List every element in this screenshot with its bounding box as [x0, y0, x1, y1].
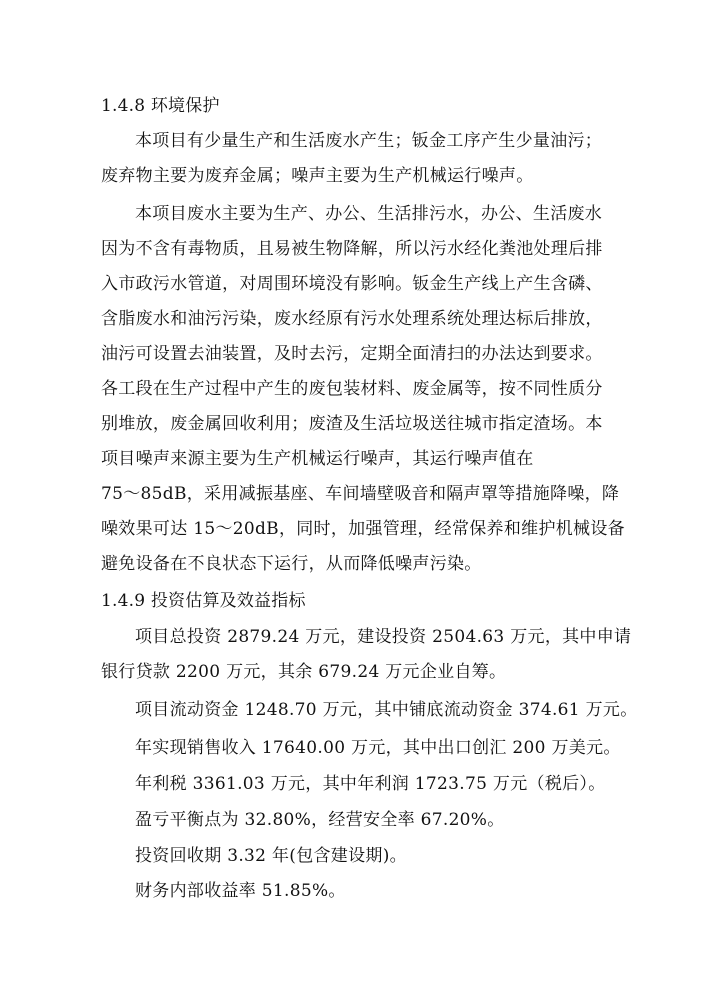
paragraph-line: 入市政污水管道，对周围环境没有影响。钣金生产线上产生含磷、 — [101, 274, 603, 294]
paragraph-line: 因为不含有毒物质，且易被生物降解，所以污水经化粪池处理后排 — [101, 239, 603, 259]
indicator-line: 项目流动资金 1248.70 万元，其中铺底流动资金 374.61 万元。 — [135, 700, 638, 720]
paragraph-line: 避免设备在不良状态下运行，从而降低噪声污染。 — [101, 554, 482, 574]
paragraph-line: 本项目废水主要为生产、办公、生活排污水，办公、生活废水 — [135, 204, 603, 224]
paragraph-line: 废弃物主要为废弃金属；噪声主要为生产机械运行噪声。 — [101, 166, 534, 186]
indicator-line: 年利税 3361.03 万元，其中年利润 1723.75 万元（税后）。 — [135, 774, 606, 794]
paragraph-line: 银行贷款 2200 万元，其余 679.24 万元企业自筹。 — [101, 662, 507, 682]
section-heading-environment: 1.4.8 环境保护 — [101, 96, 220, 116]
paragraph-line: 噪效果可达 15～20dB，同时，加强管理，经常保养和维护机械设备 — [101, 519, 625, 539]
paragraph-line: 含脂废水和油污污染，废水经原有污水处理系统处理达标后排放， — [101, 309, 603, 329]
indicator-line: 财务内部收益率 51.85%。 — [135, 881, 346, 901]
indicator-line: 年实现销售收入 17640.00 万元，其中出口创汇 200 万美元。 — [135, 738, 621, 758]
indicator-line: 盈亏平衡点为 32.80%，经营安全率 67.20%。 — [135, 810, 505, 830]
paragraph-line: 油污可设置去油装置，及时去污，定期全面清扫的办法达到要求。 — [101, 344, 603, 364]
paragraph-line: 本项目有少量生产和生活废水产生；钣金工序产生少量油污； — [135, 131, 603, 151]
paragraph-line: 别堆放，废金属回收利用；废渣及生活垃圾送往城市指定渣场。本 — [101, 414, 603, 434]
indicator-line: 投资回收期 3.32 年(包含建设期)。 — [135, 846, 407, 866]
paragraph-line: 项目噪声来源主要为生产机械运行噪声，其运行噪声值在 — [101, 449, 534, 469]
paragraph-line: 75～85dB，采用减振基座、车间墙壁吸音和隔声罩等措施降噪，降 — [101, 484, 620, 504]
section-heading-investment: 1.4.9 投资估算及效益指标 — [101, 591, 306, 611]
paragraph-line: 各工段在生产过程中产生的废包装材料、废金属等，按不同性质分 — [101, 379, 603, 399]
paragraph-line: 项目总投资 2879.24 万元，建设投资 2504.63 万元，其中申请 — [135, 627, 632, 647]
